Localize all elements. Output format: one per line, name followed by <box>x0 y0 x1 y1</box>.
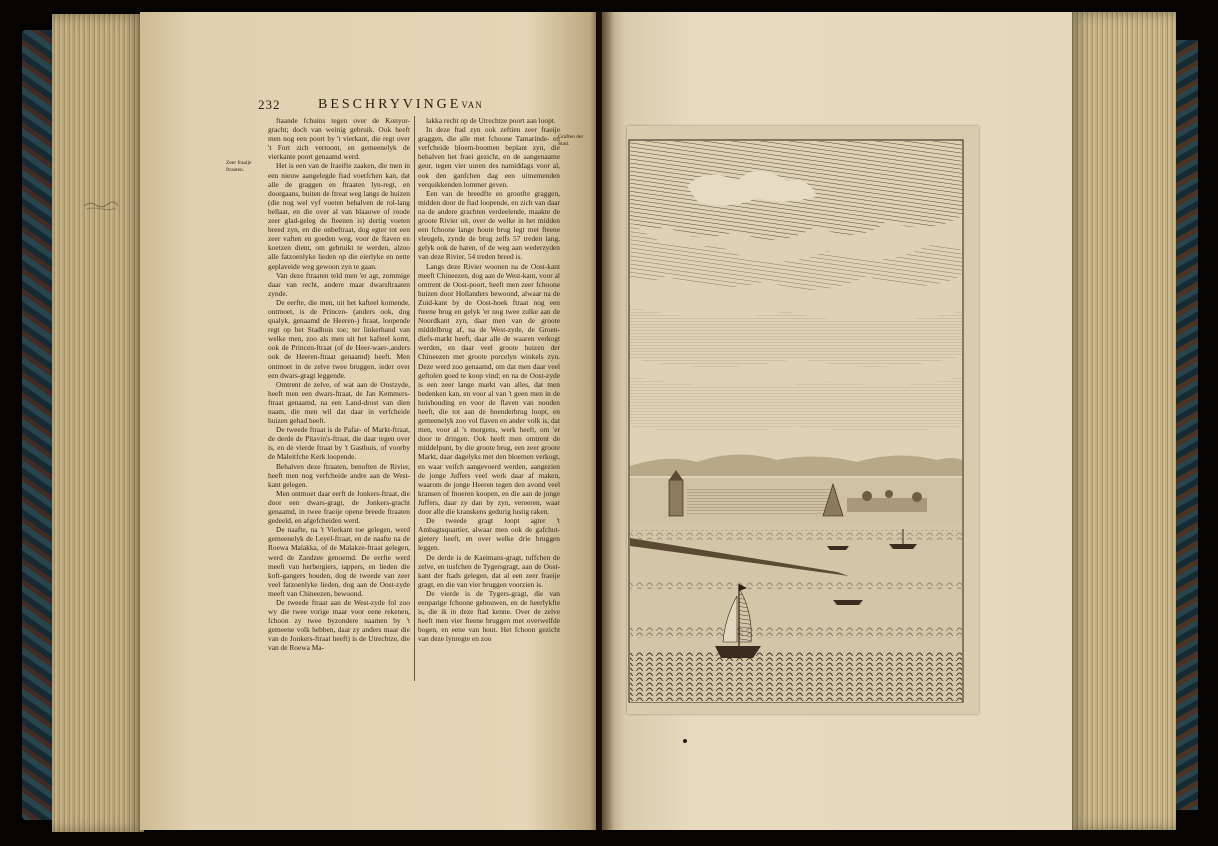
paragraph: De eerfte, die men, uit het kafteel komende, ontmoet, is de Princen- (anders ook, dog qualyk, genaamd de Heeren-) ftraat, loopende regt op het Stadhuis toe; ter linkerhand van welke men, zoo als men uit het kafteel komt, ook de Princen-ftraat (of de Heer-waer-,anders ook de Heeren-ftraat genaamd) heeft. Men ontmoet in de zelve twee bruggen, ieder over een dwars-gragt leggende. <box>268 297 410 380</box>
paragraph: De vierde is de Tygers-gragt, die van eenparige fchoone gebouwen, en de heerlykfte is, die ik in deze ftad kenne. Over de zelve heeft men vier fteene bruggen met overwelfde bogen, en eene van hout. Het fchoon gezicht van deze lynregte en zoo <box>418 588 560 644</box>
page-edges-right <box>1070 12 1176 830</box>
paragraph: Behalven deze ftraaten, benoften de Rivier, heeft men nog verfcheide andre aan de West-kant gelegen. <box>268 461 410 489</box>
paragraph: Omtrent de zelve, of wat aan de Oostzyde, heeft men een dwars-ftraat, de Jan Kemmers-ftraat genaamd, na een Land-drost van dien naam, die men wil dat daar in verfcheide huizen gehad heeft. <box>268 379 410 426</box>
running-title <box>318 97 483 113</box>
paragraph: De tweede ftraat is de Pafar- of Markt-ftraat, de derde de Pitavin's-ftraat, die daar tegen over is, en de vierde ftraat by 't Gasthuis, of voorby de Maleitfche Kerk loopende. <box>268 425 410 462</box>
paragraph: Het is een van de fraeifte zaaken, die men in een nieuw aangelegde ftad voetfchen kan, dat alle de graggen en ftraaten lyn-regt, en doorgaans, buiten de ftreat weg langs de huizen (die nog wel vyf voeten behalven de rol-lang bellaat, en die over al van blaauwe of roode zeer glad-geleg de fteenen is) dertig voeten breed zyn, en die onbeftraat, dog egter tot een zeer vaften en goeden weg, voor de ftaven en koetzen dient, om gebruikt te werden, alzoo alle fatzoenlyke lieden op die eierlyke en nette geplaveide weg gewoon zyn te gaan. <box>268 161 410 271</box>
paragraph: Langs deze Rivier woonen na de Oost-kant meeft Chineezen, dog aan de West-kant, voor al omtrent de Oost-poort, heeft men zeer fchoone huizen door Hollanders bewoond, alwaar na de Zuid-kant by de Oost-hoek ftraat nog een fteene brug en gelyk 'er nog twee zulke aan de Noordkant zyn, daar men van de groote middelbrug af, na de West-zyde, de Groen-diefs-markt heeft, daar alle de waaren verkogt werden, en daar veel groote huizen der Chineezen met groote porcelyn winkels zyn. Deze werd zoo genaamd, om dat men daar veel geftolen goed te koop vind; en na de Oost-zyde is een zeer lange markt van alles, dat men bedenken kan, en voor al van 't geen men in de huishouding en voor de flaven van nooden heeft, die tot aan de hoenderbrug loopt, en gemeenelyk zoo vol flaven en ander volk is, dat men, voor al 's morgens, werk heeft, om 'er door te dringen. Ook heeft men omtrent de middelpunt, by die groote brug, een zeer groote Markt, daar dagelyks met den bloemen verkogt, en waar veifch aangevoerd werden, aangezien de jonge Juffers veel werk daar af maken, waarom de jonge Heeren tegen den avond veel kransen of fnoeren koopen, en die aan de jonge Juffers, daar zy dan by zyn, vereeren, waar door alle die kranskens gedurig lustig raken. <box>418 261 560 517</box>
paragraph: Men ontmoet daar eerft de Jonkers-ftraat, die door een dwars-gragt, de Jonkers-gracht genaamd, in twee fraeije opene breede ftraaten gedeeld, en afgefcheiden werd. <box>268 488 410 526</box>
running-title-main: BESCHRYVINGE <box>318 97 462 112</box>
paragraph: ftaande fchuins tegen over de Konyor-gracht; doch van weinig gebruik. Ook heeft men nog een poort by 't vierkant, die regt over 't Fort zich vertoont, en gemeenelyk de vierkante poort genaamd werd. <box>268 116 410 162</box>
paper-speck <box>683 739 687 743</box>
paragraph: De derde is de Kaeimans-gragt, tuffchen de zelve, en tusfchen de Tygersgragt, aan de Oost-kant der ftads gelegen, dat al een zeer fraeije gragt, en die van vier bruggen voorzien is. <box>418 552 560 589</box>
ink-stamp-icon <box>82 198 120 212</box>
paragraph: De tweede ftraat aan de West-zyde fol zoo wy die twee vorige maar voor eene rekenen, fchoon zy twee byzondere naamen by 't gemeene volk hebben, daar zy anders maar die van de Jonkers-ftraat heeft) is de Utrechtze, die van de Roewa Ma- <box>268 597 410 653</box>
paragraph: Een van de breedfte en grootfte graggen, midden door de ftad loopende, en zich van daar na de andere grachten verdeelende, maakte de groote Rivier uit, over de welke in het midden een fchoone lange houte brug legt met fteene vleugels, zynde de brug zelfs 57 treden lang, gelyk ook de baren, of de weg aan wederzyden van deze Rivier, 54 treden breed is. <box>418 188 560 262</box>
text-column-left <box>268 116 410 682</box>
paragraph: De tweede gragt loopt agter 't Ambagtsquartier, alwaar men ook de gafchut-gietery heeft, en over welke drie bruggen leggen. <box>418 516 560 553</box>
engraving-plate <box>627 126 979 714</box>
paragraph: lakka recht op de Utrechtze poort aan loopt. <box>426 116 556 125</box>
paragraph: In deze ftad zyn ook zeftien zeer fraeije graggen, die alle met fchoone Tamarinde- en verfcheide bloem-boomen beplant zyn, die behalven het fraei gezicht, en de aangenaame geur, tegen vier uuren des namiddags voor al, ook den ganfchen dag een uitnemenden verquikkenden lommer geven. <box>418 125 560 189</box>
marginal-note-left: Zeer fraaije ftraaten. <box>226 160 252 173</box>
page-number: 232 <box>258 97 281 112</box>
marginal-note-right: Graften der Stad. <box>558 134 584 147</box>
book-gutter <box>590 12 614 830</box>
page-edges-left <box>52 14 144 832</box>
running-title-suffix: VAN <box>461 100 483 110</box>
harbor-engraving-illustration <box>627 126 979 714</box>
paragraph: De naafte, na 't Vierkant toe gelegen, werd gemeenelyk de Leyel-ftraat, en de naafte na de Roewa Malakka, of de Malakze-ftraat gelegen, werd de Zandzee genoemd. De eerfte werd meeft van herbergiers, tappers, en lieden die koft-gangers houden, dog de tweede van zeer veel fatzoenlyke lieden, dog aan de Oost-zyde meeft van Chineezen, bewoond. <box>268 525 410 598</box>
paragraph: Van deze ftraaten teld men 'er agt, zommige daar van recht, andere maar dwarsftraaten zynde. <box>268 270 410 298</box>
text-column-right <box>418 116 560 688</box>
column-divider <box>414 116 415 681</box>
